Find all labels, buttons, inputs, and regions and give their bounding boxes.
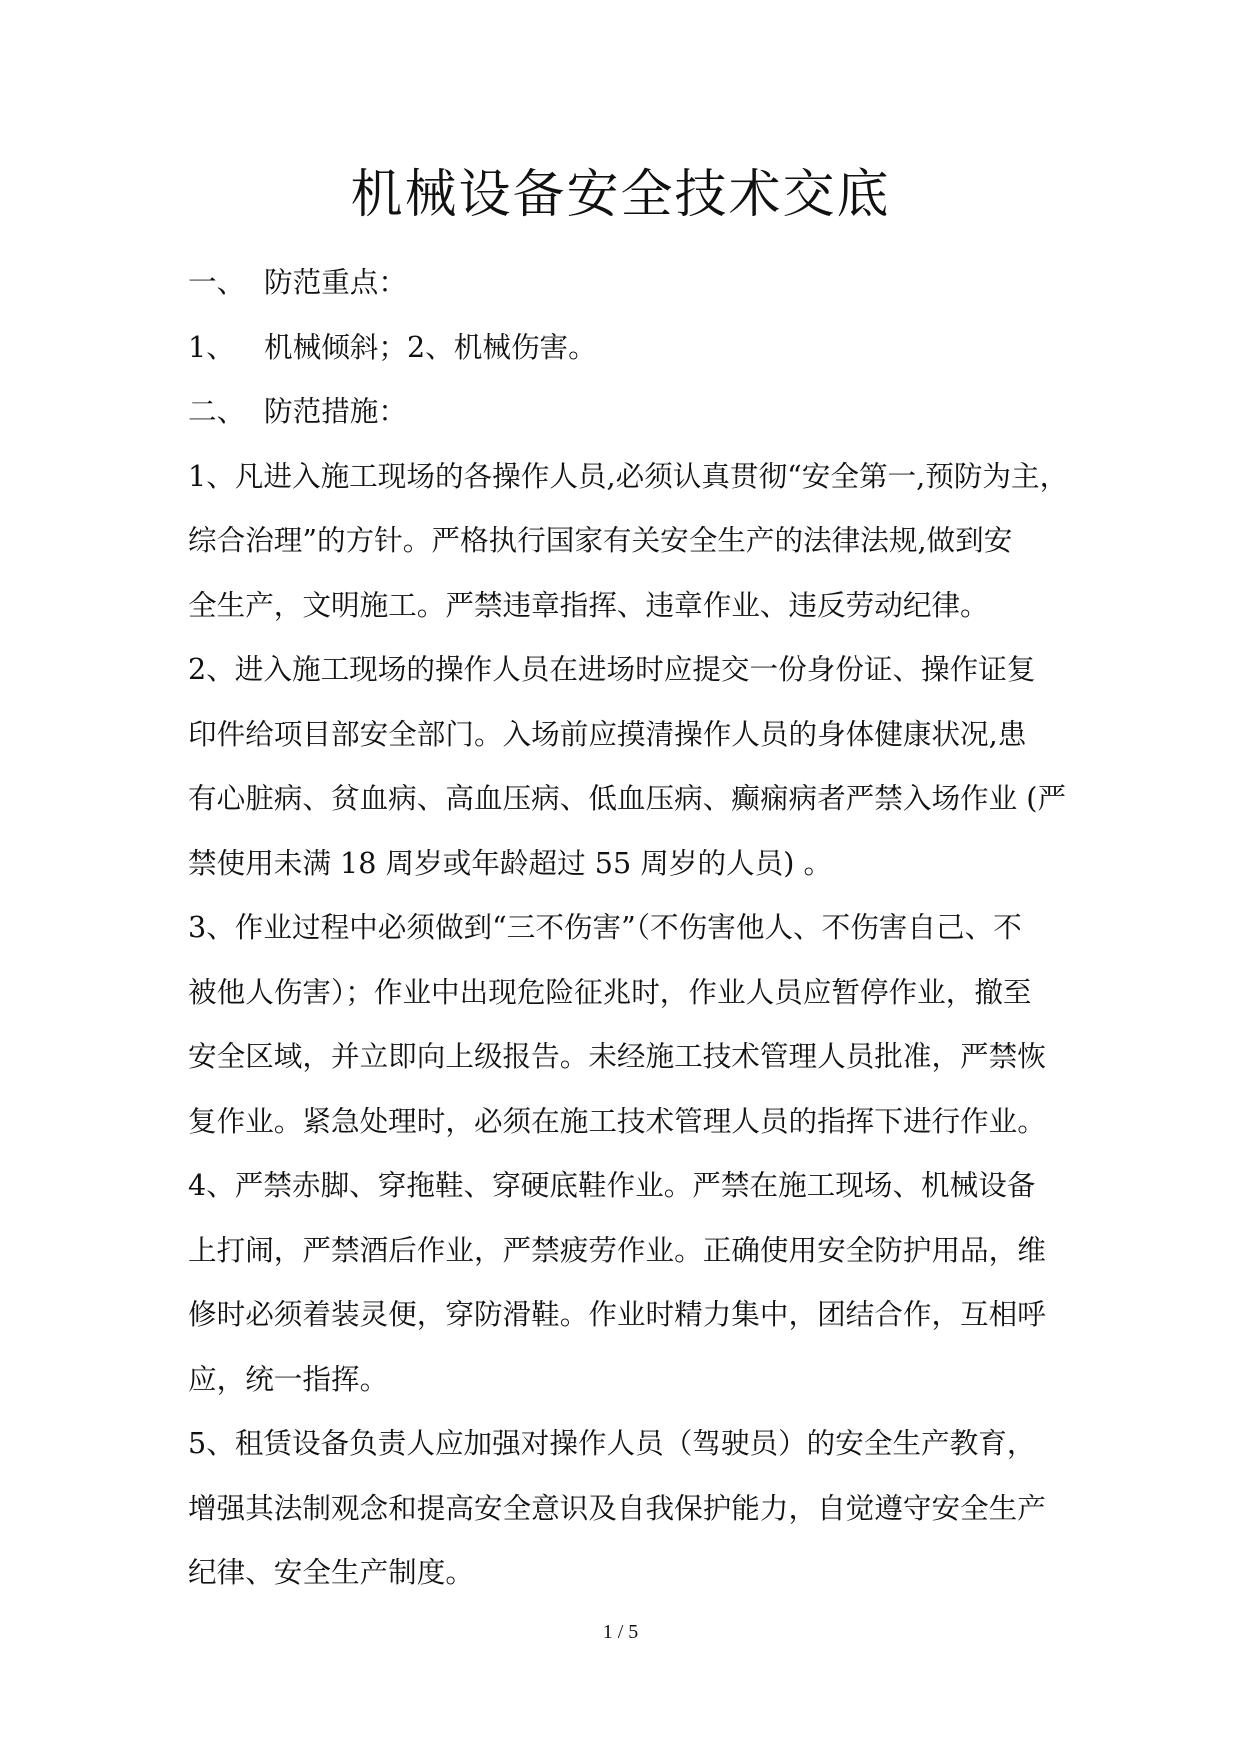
paragraph-4 bbox=[188, 1153, 1058, 1411]
section-number: 一、 bbox=[188, 265, 246, 299]
paragraph-line: 被他人伤害）；作业中出现危险征兆时，作业人员应暂停作业，撤至 bbox=[188, 974, 1032, 1009]
page-number: 1 / 5 bbox=[602, 1621, 639, 1643]
paragraph-line: 上打闹，严禁酒后作业，严禁疲劳作业。正确使用安全防护用品，维 bbox=[188, 1232, 1046, 1267]
paragraph-line: 综合治理”的方针。严格执行国家有关安全生产的法律法规,做到安 bbox=[188, 523, 1013, 557]
paragraph-line: 有心脏病、贫血病、高血压病、低血压病、癫痫病者严禁入场作业 (严 bbox=[188, 781, 1067, 815]
paragraph-line: 安全区域，并立即向上级报告。未经施工技术管理人员批准，严禁恢 bbox=[188, 1039, 1046, 1073]
section-label: 防范重点： bbox=[264, 265, 407, 299]
paragraph-line: 禁使用未满 18 周岁或年龄超过 55 周岁的人员) 。 bbox=[188, 845, 833, 880]
document-body bbox=[188, 250, 1069, 1605]
section-label: 防范措施： bbox=[264, 394, 407, 428]
paragraph-line: 5、租赁设备负责人应加强对操作人员（驾驶员）的安全生产教育， bbox=[188, 1426, 1036, 1460]
paragraph-line: 2、进入施工现场的操作人员在进场时应提交一份身份证、操作证复 bbox=[188, 652, 1036, 686]
paragraph-line: 1、凡进入施工现场的各操作人员,必须认真贯彻“安全第一,预防为主， bbox=[188, 458, 1069, 493]
paragraph-line: 应，统一指挥。 bbox=[188, 1361, 389, 1396]
paragraph-line: 纪律、安全生产制度。 bbox=[188, 1555, 474, 1589]
key-points-line bbox=[188, 315, 1058, 380]
paragraph-line: 增强其法制观念和提高安全意识及自我保护能力，自觉遵守安全生产 bbox=[188, 1490, 1046, 1525]
section-number: 二、 bbox=[188, 394, 246, 428]
paragraph-5 bbox=[188, 1411, 1058, 1605]
paragraph-2 bbox=[188, 637, 1067, 895]
paragraph-1 bbox=[188, 444, 1069, 638]
paragraph-3 bbox=[188, 895, 1058, 1153]
paragraph-line: 3、作业过程中必须做到“三不伤害”（不伤害他人、不伤害自己、不 bbox=[188, 910, 1022, 944]
paragraph-line: 全生产，文明施工。严禁违章指挥、违章作业、违反劳动纪律。 bbox=[188, 587, 989, 622]
point-number: 1、 bbox=[188, 329, 235, 364]
paragraph-line: 复作业。紧急处理时，必须在施工技术管理人员的指挥下进行作业。 bbox=[188, 1103, 1046, 1138]
paragraph-line: 4、严禁赤脚、穿拖鞋、穿硬底鞋作业。严禁在施工现场、机械设备 bbox=[188, 1168, 1036, 1202]
section-heading-prevention-focus bbox=[188, 250, 1058, 315]
paragraph-line: 修时必须着装灵便，穿防滑鞋。作业时精力集中，团结合作，互相呼 bbox=[188, 1297, 1046, 1331]
point-text: 机械倾斜；2、机械伤害。 bbox=[264, 329, 597, 364]
document-title: 机械设备安全技术交底 bbox=[350, 165, 891, 225]
section-heading-prevention-measures bbox=[188, 379, 1058, 444]
paragraph-line: 印件给项目部安全部门。入场前应摸清操作人员的身体健康状况,患 bbox=[188, 716, 1027, 751]
